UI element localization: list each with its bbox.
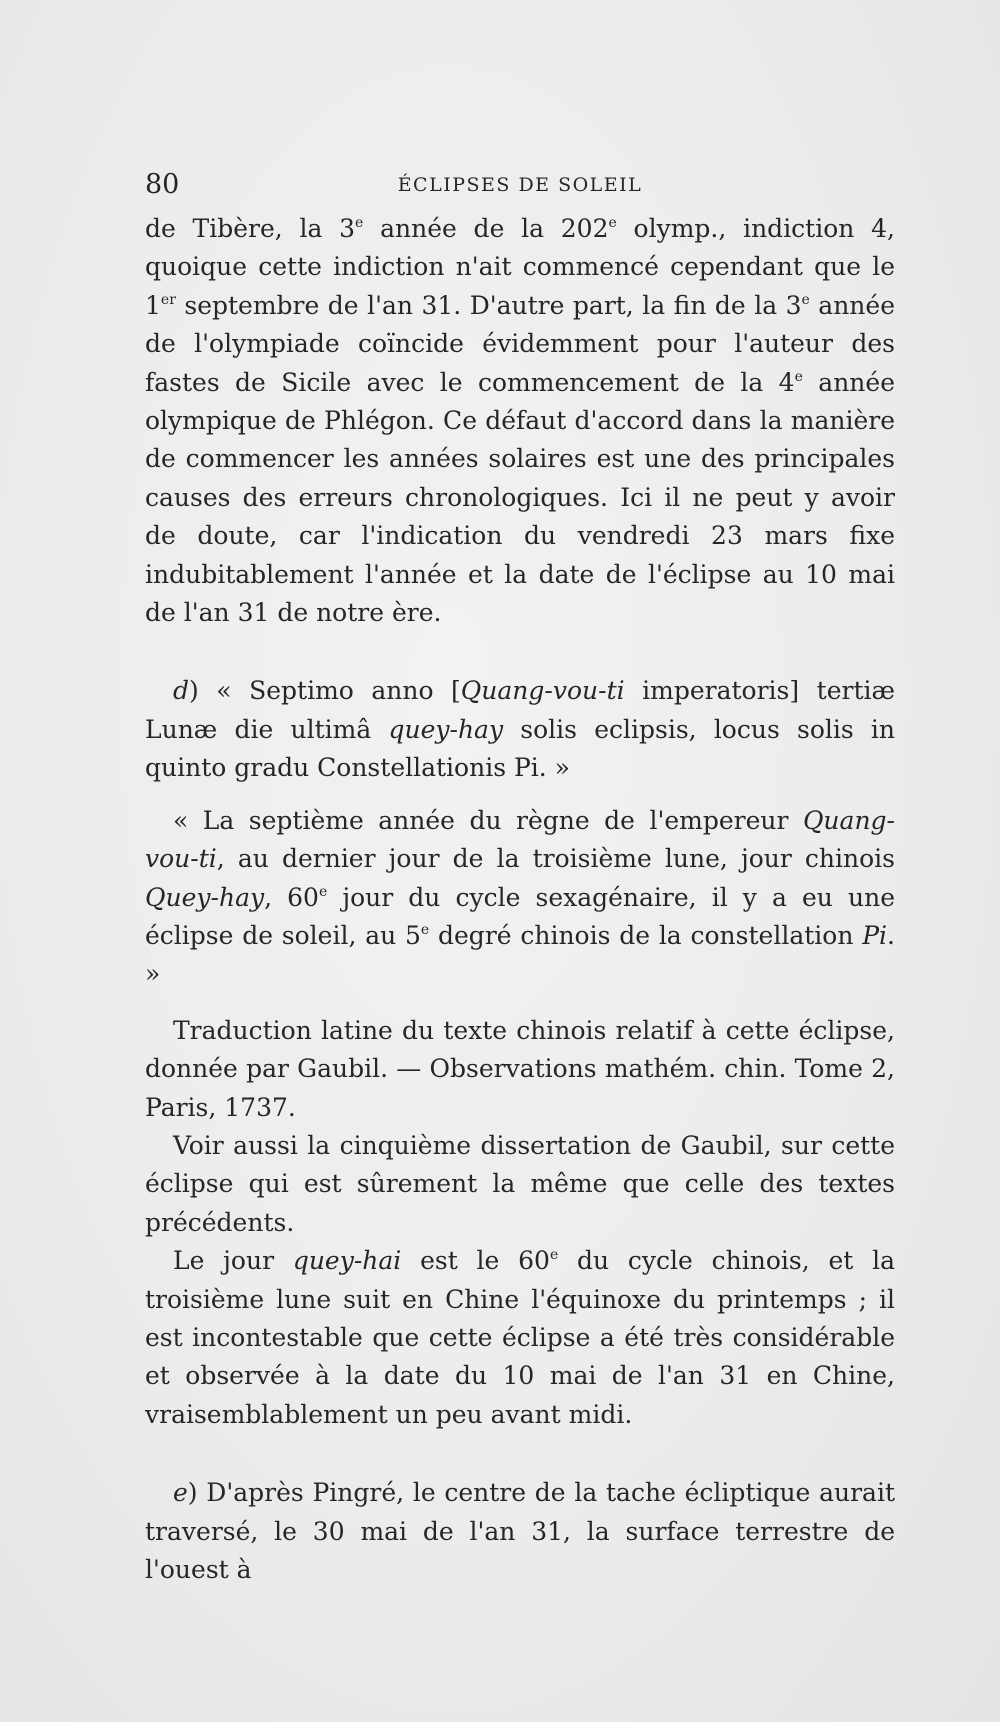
paragraph-tibere: de Tibère, la 3e année de la 202e olymp., indiction 4, quoique cette indiction n'ait commencé cependant que le 1er septembre de l'an 31. D'autre part, la fin de la 3e année de l'olympiade coïncide évidemment pour l'auteur des fastes de Sicile avec le commencement de la 4e année olympique de Phlégon. Ce défaut d'accord dans la manière de commencer les années solaires est une des principales causes des erreurs chronologiques. Ici il ne peut y avoir de doute, car l'indication du vendredi 23 mars fixe indubitablement l'année et la date de l'éclipse au 10 mai de l'an 31 de notre ère. — [145, 214, 895, 628]
page-header — [145, 168, 895, 208]
page-number: 80 — [145, 169, 180, 200]
paragraph-cycle-note: Le jour quey-hai est le 60e du cycle chinois, et la troisième lune suit en Chine l'équinoxe du printemps ; il est incontestable que cette éclipse a été très considérable et observée à la date du 10 mai de l'an 31 en Chine, vraisemblablement un peu avant midi. — [145, 1246, 895, 1429]
body-text — [145, 210, 895, 1589]
paragraph-french-translation: « La septième année du règne de l'empereur Quang-vou-ti, au dernier jour de la troisième lune, jour chinois Quey-hay, 60e jour du cycle sexagénaire, il y a eu une éclipse de soleil, au 5e degré chinois de la constellation Pi. » — [145, 805, 895, 989]
paragraph-source-note: Traduction latine du texte chinois relatif à cette éclipse, donnée par Gaubil. — Observations mathém. chin. Tome 2, Paris, 1737. — [145, 1015, 895, 1122]
paragraph-dissertation-note: Voir aussi la cinquième dissertation de Gaubil, sur cette éclipse qui est sûrement la même que celle des textes précédents. — [145, 1130, 895, 1237]
running-title: ÉCLIPSES DE SOLEIL — [397, 174, 643, 196]
paragraph-pingre: e) D'après Pingré, le centre de la tache écliptique aurait traversé, le 30 mai de l'an 31, la surface terrestre de l'ouest à — [145, 1478, 895, 1584]
paragraph-latin-quote: d) « Septimo anno [Quang-vou-ti imperatoris] tertiæ Lunæ die ultimâ quey-hay solis eclipsis, locus solis in quinto gradu Constellationis Pi. » — [145, 676, 896, 783]
